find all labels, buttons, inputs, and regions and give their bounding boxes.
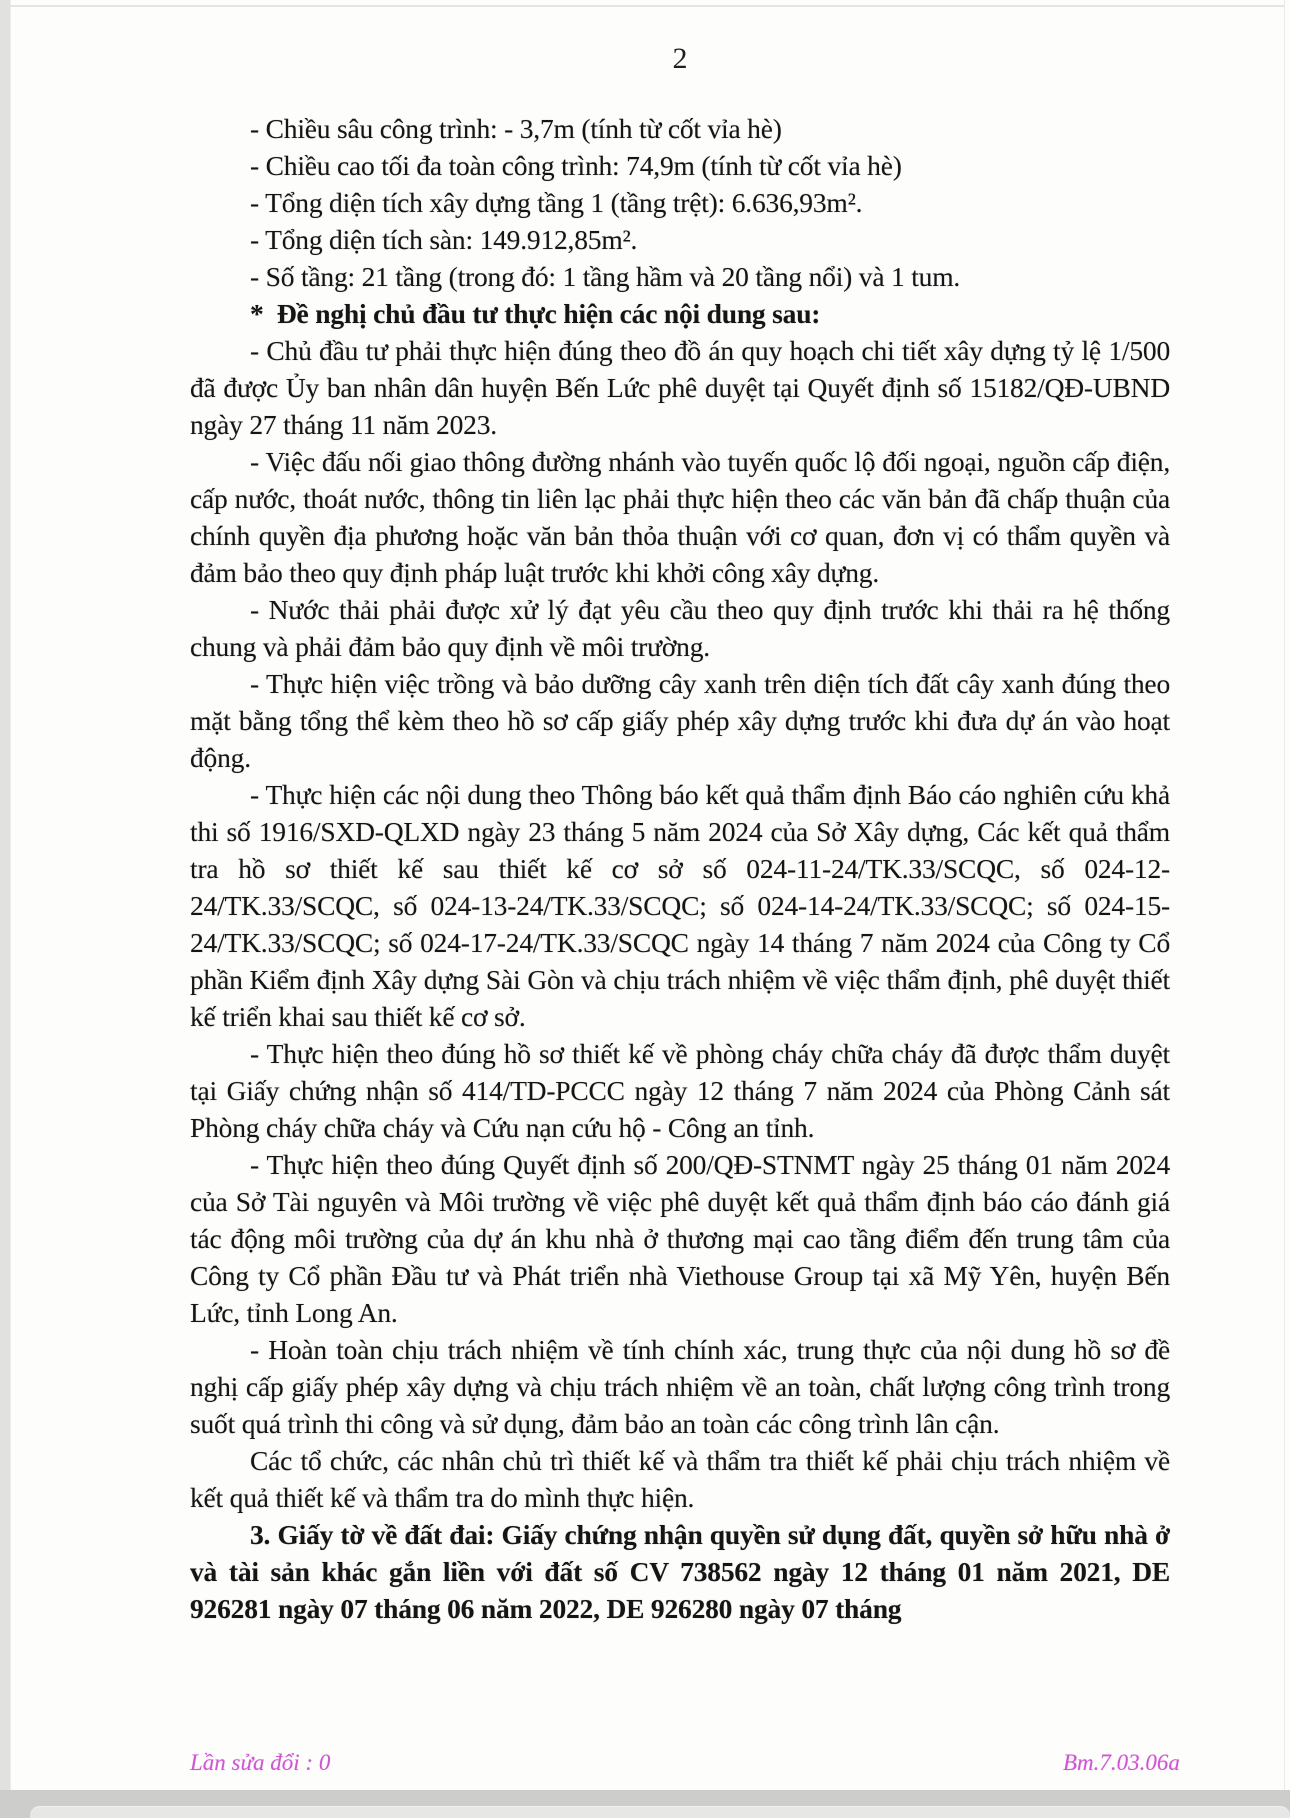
scan-top-edge-line xyxy=(10,5,1284,7)
scan-left-edge xyxy=(0,0,11,1790)
paragraph-planning-compliance: - Chủ đầu tư phải thực hiện đúng theo đồ án quy hoạch chi tiết xây dựng tỷ lệ 1/500 đã được Ủy ban nhân dân huyện Bến Lức phê duyệt tại Quyết định số 15182/QĐ-UBND ngày 27 tháng 11 năm 2023. xyxy=(190,335,1170,440)
spec-line-floor1-area: - Tổng diện tích xây dựng tầng 1 (tầng trệt): 6.636,93m². xyxy=(250,187,863,218)
paragraph-road-utility-connection: - Việc đấu nối giao thông đường nhánh vào tuyến quốc lộ đối ngoại, nguồn cấp điện, cấp nước, thoát nước, thông tin liên lạc phải thực hiện theo các văn bản đã chấp thuận của chính quyền địa phương hoặc văn bản thỏa thuận với cơ quan, đơn vị có thẩm quyền và đảm bảo theo quy định pháp luật trước khi khởi công xây dựng. xyxy=(190,446,1170,588)
paragraph-wastewater: - Nước thải phải được xử lý đạt yêu cầu theo quy định trước khi thải ra hệ thống chung và phải đảm bảo quy định về môi trường. xyxy=(190,594,1170,662)
page-number: 2 xyxy=(672,42,688,75)
footer-revision-count: Lần sửa đổi : 0 xyxy=(190,1750,331,1775)
spec-line-total-floor-area: - Tổng diện tích sàn: 149.912,85m². xyxy=(250,224,638,255)
footer-form-code: Bm.7.03.06a xyxy=(1063,1750,1180,1775)
scan-right-edge-line xyxy=(1284,0,1285,1790)
document-body xyxy=(190,110,1170,1627)
paragraph-green-trees: - Thực hiện việc trồng và bảo dưỡng cây xanh trên diện tích đất cây xanh đúng theo mặt bằng tổng thể kèm theo hồ sơ cấp giấy phép xây dựng trước khi đưa dự án vào hoạt động. xyxy=(190,668,1170,773)
section-heading-investor-requirements: * Đề nghị chủ đầu tư thực hiện các nội dung sau: xyxy=(250,298,821,329)
paragraph-fire-safety: - Thực hiện theo đúng hồ sơ thiết kế về phòng cháy chữa cháy đã được thẩm duyệt tại Giấy chứng nhận số 414/TD-PCCC ngày 12 tháng 7 năm 2024 của Phòng Cảnh sát Phòng cháy chữa cháy và Cứu nạn cứu hộ - Công an tỉnh. xyxy=(190,1038,1170,1143)
spec-line-depth: - Chiều sâu công trình: - 3,7m (tính từ cốt vỉa hè) xyxy=(250,113,782,144)
land-documents-paragraph: 3. Giấy tờ về đất đai: Giấy chứng nhận quyền sử dụng đất, quyền sở hữu nhà ở và tài sản khác gắn liền với đất số CV 738562 ngày 12 tháng 01 năm 2021, DE 926281 ngày 07 tháng 06 năm 2022, DE 926280 ngày 07 tháng xyxy=(190,1519,1170,1624)
paragraph-appraisal-reports: - Thực hiện các nội dung theo Thông báo kết quả thẩm định Báo cáo nghiên cứu khả thi số 1916/SXD-QLXD ngày 23 tháng 5 năm 2024 của Sở Xây dựng, Các kết quả thẩm tra hồ sơ thiết kế sau thiết kế cơ sở số 024-11-24/TK.33/SCQC, số 024-12-24/TK.33/SCQC, số 024-13-24/TK.33/SCQC; số 024-14-24/TK.33/SCQC; số 024-15-24/TK.33/SCQC; số 024-17-24/TK.33/SCQC ngày 14 tháng 7 năm 2024 của Công ty Cổ phần Kiểm định Xây dựng Sài Gòn và chịu trách nhiệm về việc thẩm định, phê duyệt thiết kế triển khai sau thiết kế cơ sở. xyxy=(190,779,1170,1032)
next-page-top-edge xyxy=(30,1806,1290,1818)
paragraph-environmental-decision: - Thực hiện theo đúng Quyết định số 200/QĐ-STNMT ngày 25 tháng 01 năm 2024 của Sở Tài nguyên và Môi trường về việc phê duyệt kết quả thẩm định báo cáo đánh giá tác động môi trường của dự án khu nhà ở thương mại cao tầng điểm đến trung tâm của Công ty Cổ phần Đầu tư và Phát triển nhà Viethouse Group tại xã Mỹ Yên, huyện Bến Lức, tỉnh Long An. xyxy=(190,1149,1170,1328)
paragraph-designer-responsibility: Các tổ chức, các nhân chủ trì thiết kế và thẩm tra thiết kế phải chịu trách nhiệm về kết quả thiết kế và thẩm tra do mình thực hiện. xyxy=(190,1445,1170,1513)
spec-line-storeys: - Số tầng: 21 tầng (trong đó: 1 tầng hầm và 20 tầng nổi) và 1 tum. xyxy=(250,261,961,292)
paragraph-responsibility: - Hoàn toàn chịu trách nhiệm về tính chính xác, trung thực của nội dung hồ sơ đề nghị cấp giấy phép xây dựng và chịu trách nhiệm về an toàn, chất lượng công trình trong suốt quá trình thi công và sử dụng, đảm bảo an toàn các công trình lân cận. xyxy=(190,1334,1170,1439)
spec-line-max-height: - Chiều cao tối đa toàn công trình: 74,9m (tính từ cốt vỉa hè) xyxy=(250,150,902,181)
